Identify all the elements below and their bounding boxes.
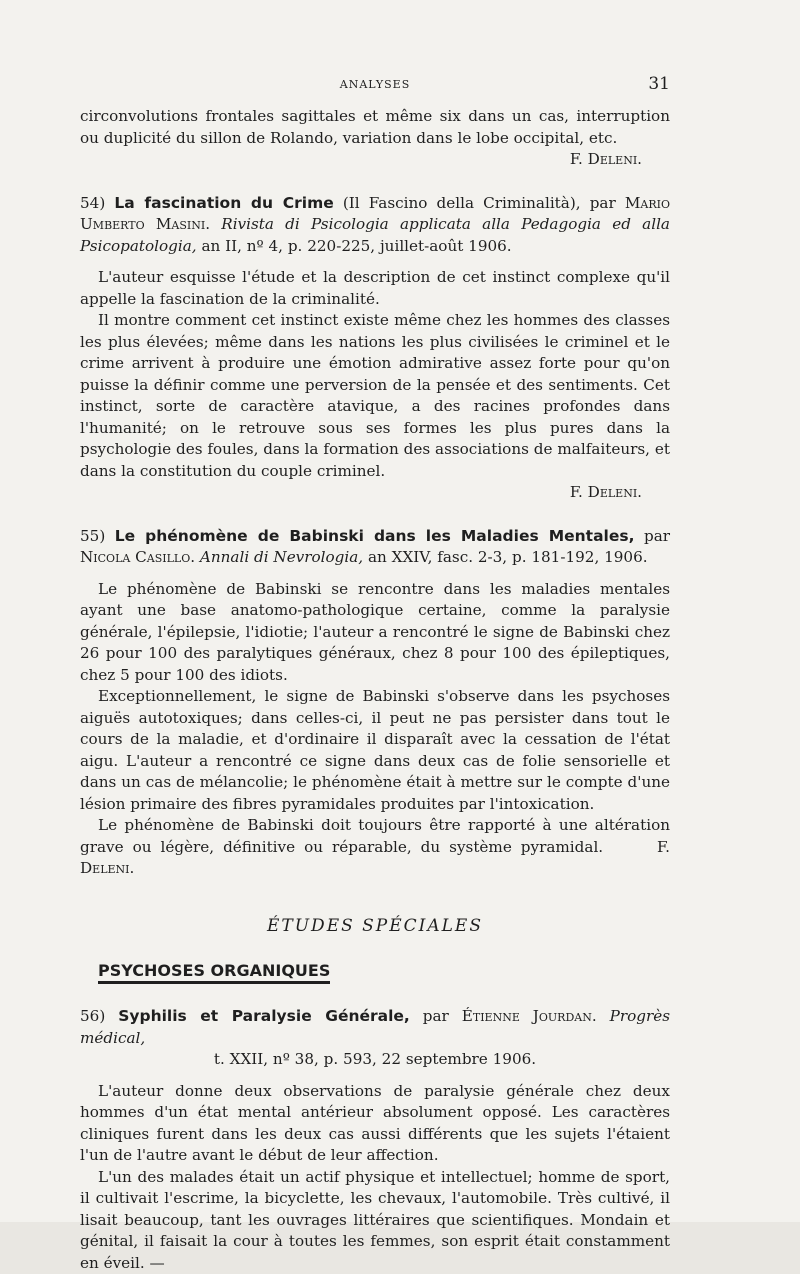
entry-54-signature: F. Deleni. [80, 482, 670, 504]
entry-56-number: 56) [80, 1007, 105, 1025]
entry-55-title: Le phénomène de Babinski dans les Maladies Mentales, [115, 527, 635, 545]
page-number: 31 [648, 74, 670, 94]
entry-55-paragraph-3-text: Le phénomène de Babinski doit toujours être rapporté à une altération grave ou légère, définitive ou réparable, du système pyramidal. [80, 816, 670, 856]
entry-56-paragraph-2: L'un des malades était un actif physique et intellectuel; homme de sport, il cultivait l'escrime, la bicyclette, les chevaux, l'automobile. Très cultivé, il lisait beaucoup, tant les ouvrages littéraires que scientifiques. Mondain et génital, il faisait la cour à toutes les femmes, son esprit était constamment en éveil. — [80, 1167, 670, 1274]
entry-55-details: an XXIV, fasc. 2-3, p. 181-192, 1906. [368, 548, 648, 566]
entry-54-subtitle: (Il Fascino della Criminalità), par [343, 194, 616, 212]
entry-56-details: t. XXII, nº 38, p. 593, 22 septembre 1906. [80, 1049, 670, 1071]
entry-56-paragraph-1: L'auteur donne deux observations de paralysie générale chez deux hommes d'un état mental antérieur absolument opposé. Les caractères cliniques furent dans les deux cas aussi différents que les sujets l'étaient l'un de l'autre avant le début de leur affection. [80, 1081, 670, 1167]
entry-55-number: 55) [80, 527, 105, 545]
entry-55-heading [80, 526, 670, 569]
entry-56-author: Étienne Jourdan. [462, 1007, 597, 1025]
entry-54-body [80, 267, 670, 504]
entry-55-paragraph-2: Exceptionnellement, le signe de Babinski s'observe dans les psychoses aiguës autotoxiques; dans celles-ci, il peut ne pas persister dans tout le cours de la maladie, et d'ordinaire il disparaît avec la cessation de l'état aigu. L'auteur a rencontré ce signe dans deux cas de folie sensorielle et dans un cas de mélancolie; le phénomène était à mettre sur le compte d'une lésion primaire des fibres pyramidales produites par l'intoxication. [80, 686, 670, 815]
entry-56-title: Syphilis et Paralysie Générale, [118, 1007, 410, 1025]
entry-55-journal: Annali di Nevrologia, [200, 548, 363, 566]
entry-54-details: an II, nº 4, p. 220-225, juillet-août 1906. [201, 237, 511, 255]
entry-55-paragraph-1: Le phénomène de Babinski se rencontre dans les maladies mentales ayant une base anatomo-pathologique certaine, comme la paralysie générale, l'épilepsie, l'idiotie; l'auteur a rencontré le signe de Babinski chez 26 pour 100 des paralytiques généraux, chez 8 pour 100 des épileptiques, chez 5 pour 100 des idiots. [80, 579, 670, 687]
running-head [80, 74, 670, 94]
entry-54-paragraph-2: Il montre comment cet instinct existe même chez les hommes des classes les plus élevées; même dans les nations les plus civilisées le criminel et le crime arrivent à produire une émotion admirative assez forte pour qu'on puisse la définir comme une perversion de la pensée et des sentiments. Cet instinct, sorte de caractère atavique, a des racines profondes dans l'humanité; on le retrouve sous ses formes les plus pures dans la psychologie des foules, dans la formation des associations de malfaiteurs, et dans la constitution du couple criminel. [80, 310, 670, 482]
running-title: ANALYSES [80, 78, 670, 91]
entry-56-by: par [423, 1007, 449, 1025]
intro-signature: F. Deleni. [80, 149, 670, 171]
entry-54-title: La fascination du Crime [114, 194, 333, 212]
entry-54-heading [80, 193, 670, 258]
section-title: ÉTUDES SPÉCIALES [80, 916, 670, 938]
entry-55-paragraph-3 [80, 815, 670, 880]
entry-56-journal: Progrès médical, [80, 1007, 670, 1047]
entry-55-body [80, 579, 670, 880]
entry-54-journal: Rivista di Psicologia applicata alla Pedagogia ed alla Psicopatologia, [80, 215, 670, 255]
entry-56-heading [80, 1006, 670, 1071]
entry-54-author: Mario Umberto Masini. [80, 194, 670, 234]
entry-55-by: par [644, 527, 670, 545]
entry-56-body [80, 1081, 670, 1274]
subsection-title: PSYCHOSES ORGANIQUES [98, 961, 330, 984]
entry-55-author: Nicola Casillo. [80, 548, 195, 566]
page-body [80, 106, 670, 1274]
entry-54-paragraph-1: L'auteur esquisse l'étude et la description de cet instinct complexe qu'il appelle la fascination de la criminalité. [80, 267, 670, 310]
entry-55-signature: F. Deleni. [80, 838, 670, 878]
intro-paragraph: circonvolutions frontales sagittales et même six dans un cas, interruption ou duplicité du sillon de Rolando, variation dans le lobe occipital, etc. [80, 106, 670, 149]
entry-54-number: 54) [80, 194, 105, 212]
subsection-wrapper [80, 937, 670, 984]
